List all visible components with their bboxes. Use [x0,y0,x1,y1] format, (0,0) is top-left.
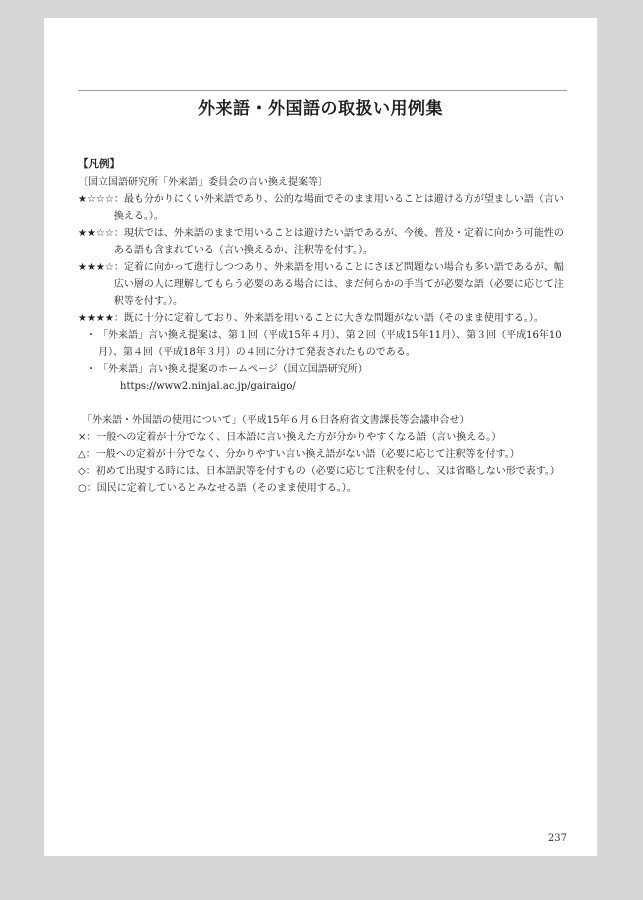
rating-stars: ★★☆☆ [78,228,114,239]
symbol-item [78,463,571,480]
symbol-item [78,480,571,497]
symbol-item [78,429,571,446]
page-number: 237 [547,833,567,844]
reference-url[interactable]: https://www2.ninjal.ac.jp/gairaigo/ [120,381,296,392]
symbol-mark: × [78,432,87,443]
rating-item [78,310,571,327]
rating-stars: ★★★☆ [78,262,114,273]
page-title: 外来語・外国語の取扱い用例集 [198,99,443,119]
symbol-description: ：国民に定着しているとみなせる語（そのまま使用する。）。 [86,483,357,494]
symbol-item [78,446,571,463]
title-rule [78,90,567,91]
legend-heading: 【凡例】 [78,158,120,170]
symbol-description: ：一般への定着が十分でなく、分かりやすい言い換え語がない語（必要に応じて注釈等を付す。） [85,449,520,460]
document-page [44,18,597,856]
note-text: 「外来語」言い換え提案のホームページ（国立国語研究所） [98,364,368,375]
symbol-description: ：初めて出現する時には、日本語訳等を付すもの（必要に応じて注釈を付し、又は省略しない形で表す。） [85,466,560,477]
rating-stars: ★★★★ [78,313,114,324]
rating-description: ：現状では、外来語のままで用いることは避けたい語であるが、今後、普及・定着に向かう可能性のある語も含まれている（言い換えるか、注釈等を付す。）。 [113,228,564,256]
note-text: 「外来語」言い換え提案は、第１回（平成15年４月）、第２回（平成15年11月）、第３回（平成16年10月）、第４回（平成18年３月）の４回に分けて発表されたものである。 [98,330,562,358]
note-item [86,361,571,378]
symbol-mark: ◇ [78,466,86,477]
bullet-dot-icon: ・ [86,330,96,341]
symbol-mark: △ [78,449,86,460]
rating-description: ：最も分かりにくい外来語であり、公的な場面でそのまま用いることは避ける方が望ましい語（言い換える。）。 [113,194,564,222]
rating-item [78,191,571,225]
source-note-2: 「外来語・外国語の使用について」（平成15年６月６日各府省文書課長等会議申合せ） [82,415,470,426]
bullet-dot-icon: ・ [86,364,96,375]
note-item [86,327,571,361]
rating-description: ：定着に向かって進行しつつあり、外来語を用いることにさほど問題ない場合も多い語であるが、幅広い層の人に理解してもらう必要のある場合には、まだ何らかの手当てが必要な語（必要に応じて注釈等を付す。）。 [113,262,564,307]
source-note-1: 〔国立国語研究所「外来語」委員会の言い換え提案等〕 [78,177,328,188]
section-gap [78,395,571,412]
rating-description: ：既に十分に定着しており、外来語を用いることに大きな問題がない語（そのまま使用する。）。 [113,313,544,324]
rating-stars: ★☆☆☆ [78,194,114,205]
symbol-mark: ○ [78,483,87,494]
rating-item [78,225,571,259]
legend-content [78,156,571,497]
rating-item [78,259,571,310]
symbol-description: ：一般への定着が十分でなく、日本語に言い換えた方が分かりやすくなる語（言い換える。） [86,432,502,443]
